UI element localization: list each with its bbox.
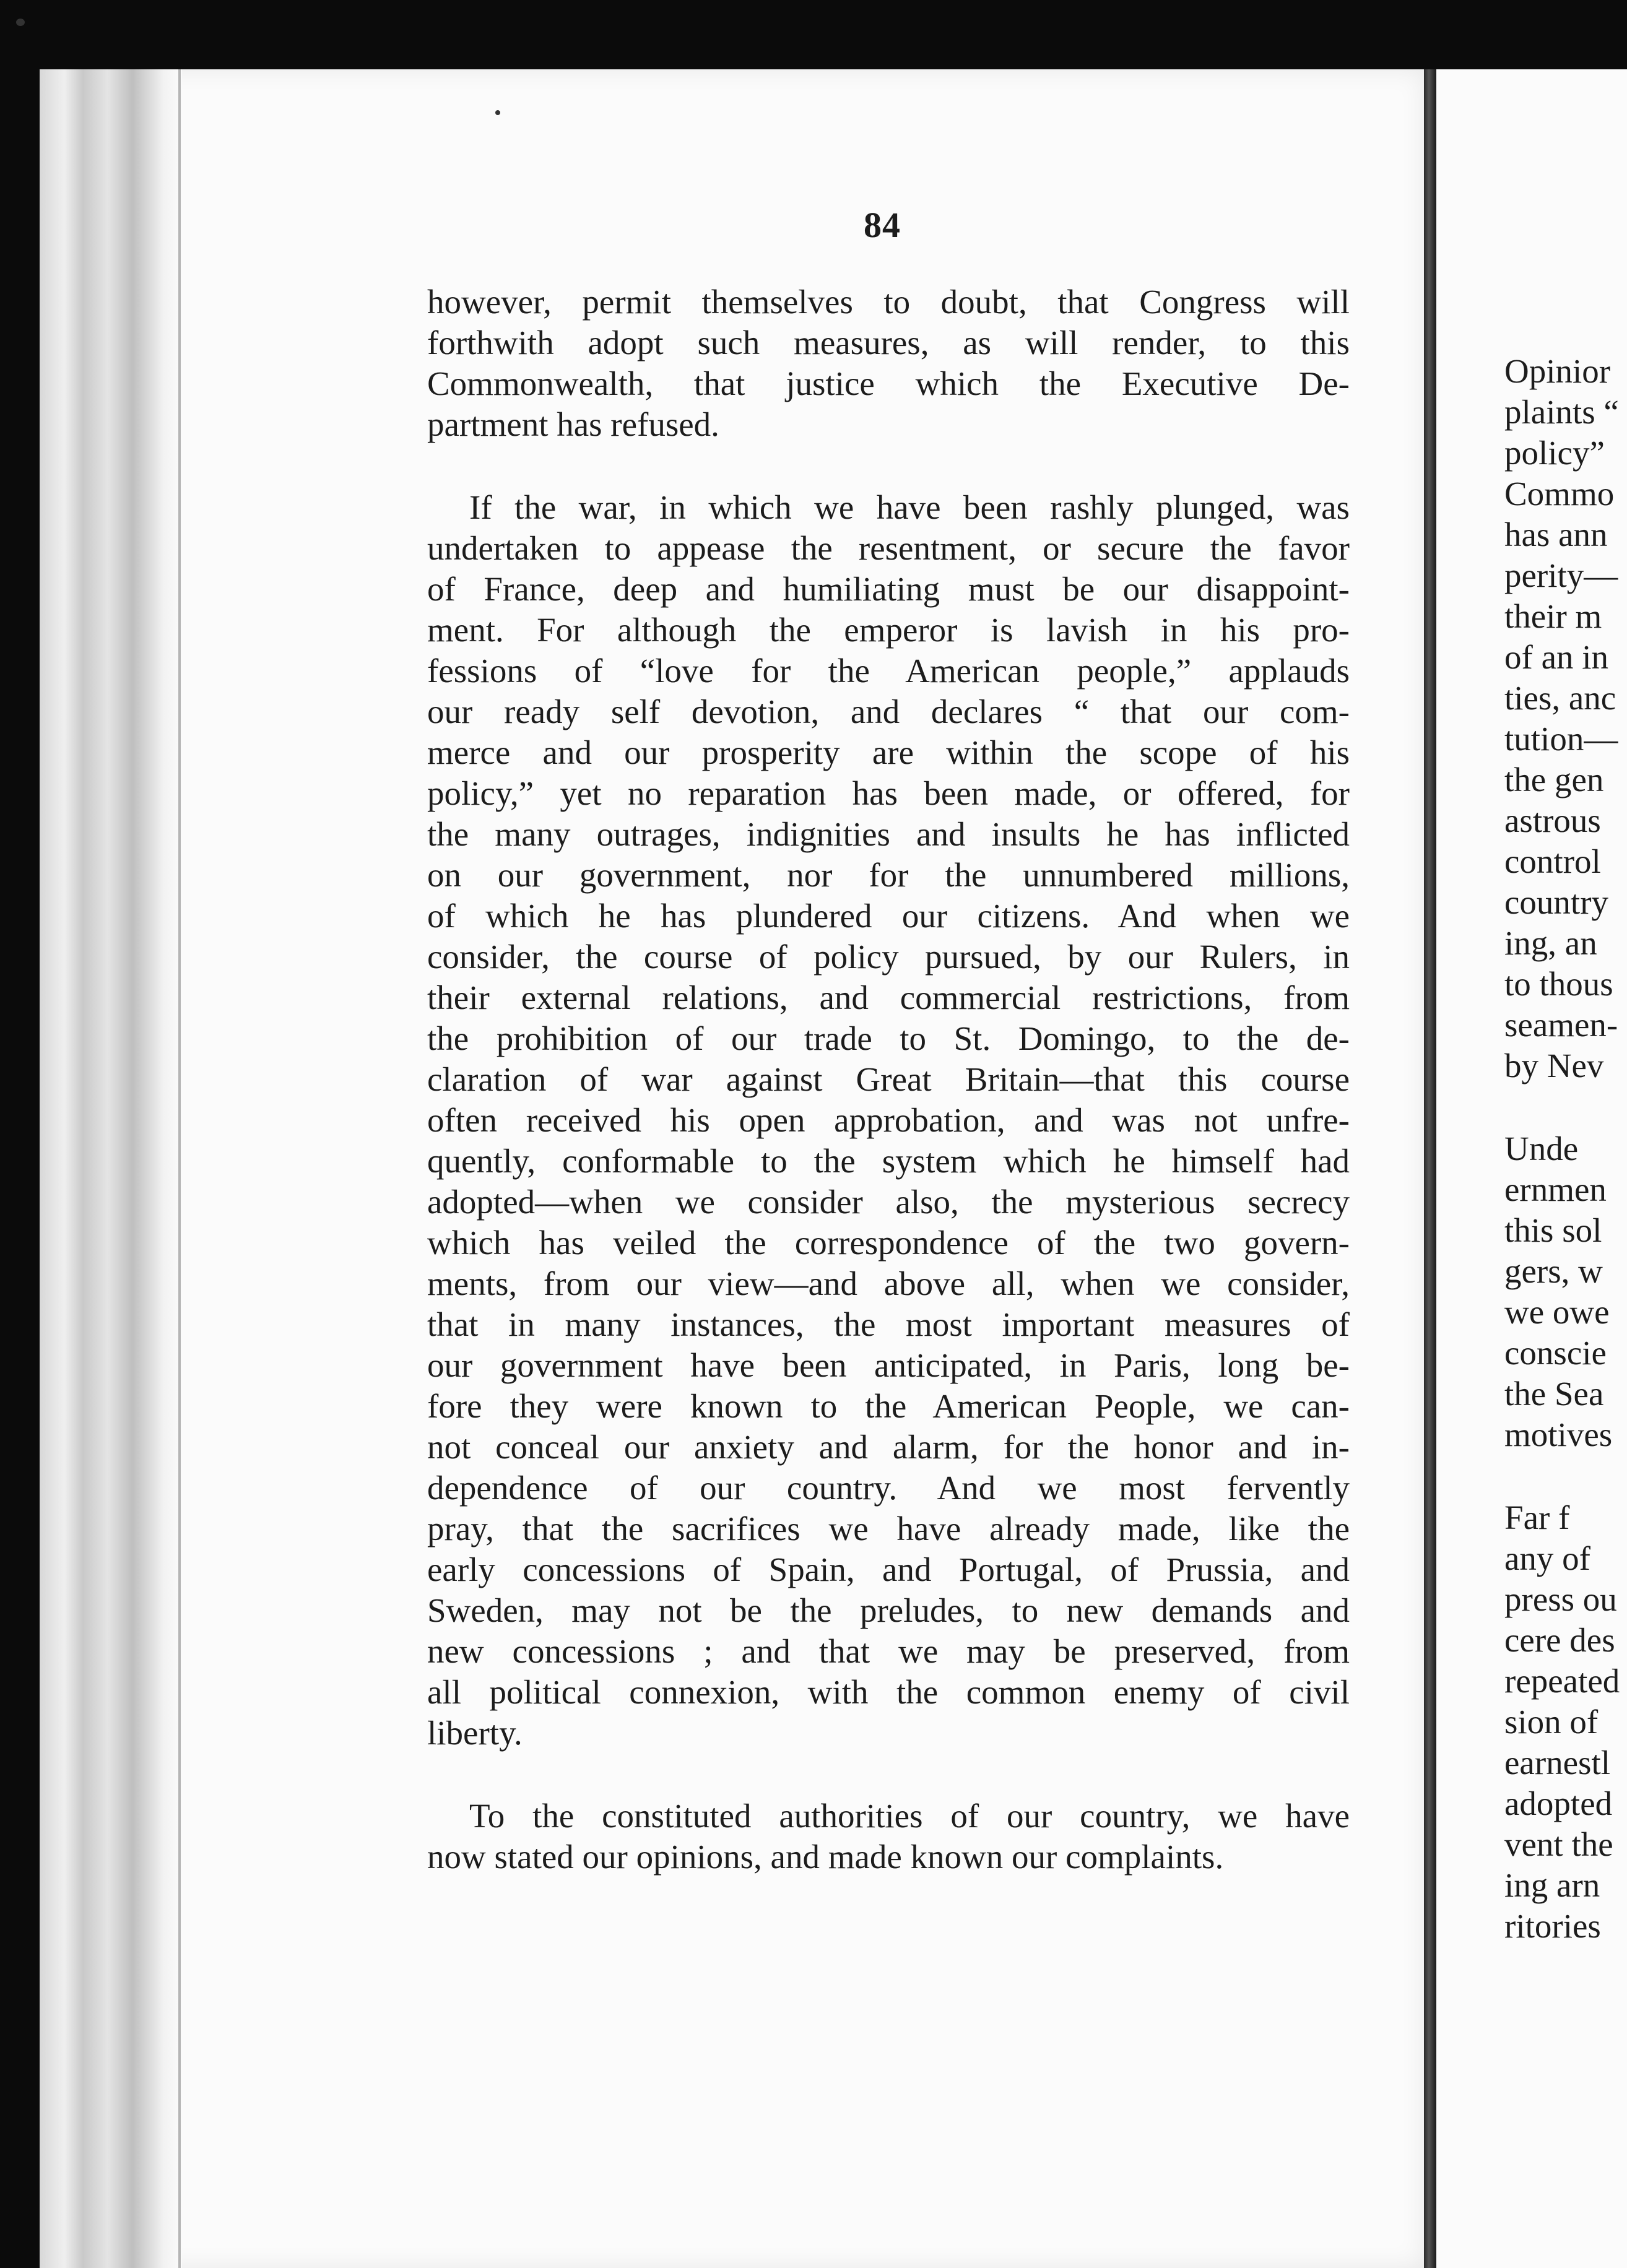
paragraph-gap <box>1504 1086 1627 1128</box>
text-line: ment. For although the emperor is lavish in his pro- <box>427 611 1350 649</box>
text-line: the prohibition of our trade to St. Domingo, to the de- <box>427 1019 1350 1057</box>
text-line: now stated our opinions, and made known our complaints. <box>427 1838 1224 1876</box>
text-line: the gen <box>1504 761 1604 799</box>
text-line: Commonwealth, that justice which the Executive De- <box>427 365 1350 402</box>
text-line: by Nev <box>1504 1047 1604 1084</box>
text-line: of an in <box>1504 638 1609 676</box>
page-number: 84 <box>864 205 901 245</box>
paragraph <box>427 487 1350 1754</box>
text-line: this sol <box>1504 1211 1602 1249</box>
text-line: repeated <box>1504 1662 1620 1700</box>
gutter-shadow <box>40 69 182 2268</box>
text-line: merce and our prosperity are within the scope of his <box>427 734 1350 771</box>
text-line: Sweden, may not be the preludes, to new demands and <box>427 1591 1350 1629</box>
left-page-text <box>427 282 1350 1920</box>
text-line: conscie <box>1504 1334 1607 1372</box>
text-line: ernmen <box>1504 1171 1607 1208</box>
text-line: that in many instances, the most important measures of <box>427 1305 1350 1343</box>
text-line: has ann <box>1504 516 1608 553</box>
text-line: the many outrages, indignities and insults he has inflicted <box>427 815 1350 853</box>
text-line: liberty. <box>427 1714 523 1752</box>
text-line: ing, an <box>1504 924 1597 962</box>
text-line: their m <box>1504 597 1602 635</box>
text-line: country <box>1504 883 1609 921</box>
text-line: astrous <box>1504 802 1601 839</box>
text-line: earnestl <box>1504 1744 1611 1781</box>
text-line: early concessions of Spain, and Portugal, of Prussia, and <box>427 1551 1350 1588</box>
text-line: ments, from our view—and above all, when we consider, <box>427 1265 1350 1302</box>
text-line: forthwith adopt such measures, as will render, to this <box>427 324 1350 361</box>
text-line: policy,” yet no reparation has been made, or offered, for <box>427 774 1350 812</box>
text-line: plaints “ <box>1504 393 1619 431</box>
text-line: new concessions ; and that we may be preserved, from <box>427 1632 1350 1670</box>
text-line: gers, w <box>1504 1252 1603 1290</box>
text-line: Unde <box>1504 1130 1579 1167</box>
text-line: sion of <box>1504 1703 1599 1741</box>
scan-speck <box>16 19 25 26</box>
text-line: of France, deep and humiliating must be our disappoint- <box>427 570 1350 608</box>
text-line: we owe <box>1504 1293 1610 1331</box>
text-line: fore they were known to the American People, we can- <box>427 1387 1350 1425</box>
text-line: ties, anc <box>1504 679 1616 717</box>
text-line: control <box>1504 842 1601 880</box>
text-line: often received his open approbation, and was not unfre- <box>427 1101 1350 1139</box>
text-line: not conceal our anxiety and alarm, for the honor and in- <box>427 1428 1350 1466</box>
right-page <box>1436 69 1627 2268</box>
text-line: undertaken to appease the resentment, or secure the favor <box>427 529 1350 567</box>
text-line: to thous <box>1504 965 1613 1003</box>
text-line: dependence of our country. And we most fervently <box>427 1469 1350 1507</box>
text-line: the Sea <box>1504 1375 1604 1413</box>
text-line: claration of war against Great Britain—that this course <box>427 1060 1350 1098</box>
text-line: vent the <box>1504 1825 1613 1863</box>
text-line: tution— <box>1504 720 1618 758</box>
right-page-text <box>1504 351 1627 1947</box>
text-line: seamen- <box>1504 1006 1618 1044</box>
text-line: cere des <box>1504 1621 1615 1659</box>
text-line: of which he has plundered our citizens. And when we <box>427 897 1350 935</box>
text-line: their external relations, and commercial restrictions, from <box>427 979 1350 1016</box>
text-line: Opinior <box>1504 352 1611 390</box>
text-line: adopted—when we consider also, the mysterious secrecy <box>427 1183 1350 1221</box>
text-line: consider, the course of policy pursued, by our Rulers, in <box>427 938 1350 976</box>
gutter-fold-line <box>178 69 181 2268</box>
text-line: adopted <box>1504 1785 1613 1822</box>
text-line: all political connexion, with the common enemy of civil <box>427 1673 1350 1711</box>
text-line: motives <box>1504 1416 1613 1453</box>
text-line: pray, that the sacrifices we have already made, like the <box>427 1510 1350 1547</box>
text-line: ritories <box>1504 1907 1601 1945</box>
text-line: which has veiled the correspondence of the two govern- <box>427 1224 1350 1262</box>
text-line: ing arn <box>1504 1866 1600 1904</box>
text-line: our government have been anticipated, in Paris, long be- <box>427 1346 1350 1384</box>
text-line: fessions of “love for the American people,” applauds <box>427 652 1350 690</box>
text-line: To the constituted authorities of our country, we have <box>469 1797 1350 1835</box>
text-line: policy” <box>1504 434 1605 472</box>
text-line: If the war, in which we have been rashly plunged, was <box>469 488 1350 526</box>
text-line: our ready self devotion, and declares “ that our com- <box>427 693 1350 730</box>
text-line: on our government, nor for the unnumbered millions, <box>427 856 1350 894</box>
book-spine <box>1424 69 1436 2268</box>
text-line: however, permit themselves to doubt, that Congress will <box>427 283 1350 321</box>
paragraph-gap <box>1504 1455 1627 1497</box>
paragraph <box>427 282 1350 445</box>
text-line: Far f <box>1504 1499 1570 1536</box>
text-line: any of <box>1504 1539 1590 1577</box>
text-line: Commo <box>1504 475 1615 513</box>
scan-speck <box>495 110 500 115</box>
text-line: perity— <box>1504 556 1618 594</box>
text-line: partment has refused. <box>427 405 719 443</box>
text-line: quently, conformable to the system which he himself had <box>427 1142 1350 1180</box>
paragraph <box>427 1796 1350 1877</box>
text-line: press ou <box>1504 1580 1617 1618</box>
